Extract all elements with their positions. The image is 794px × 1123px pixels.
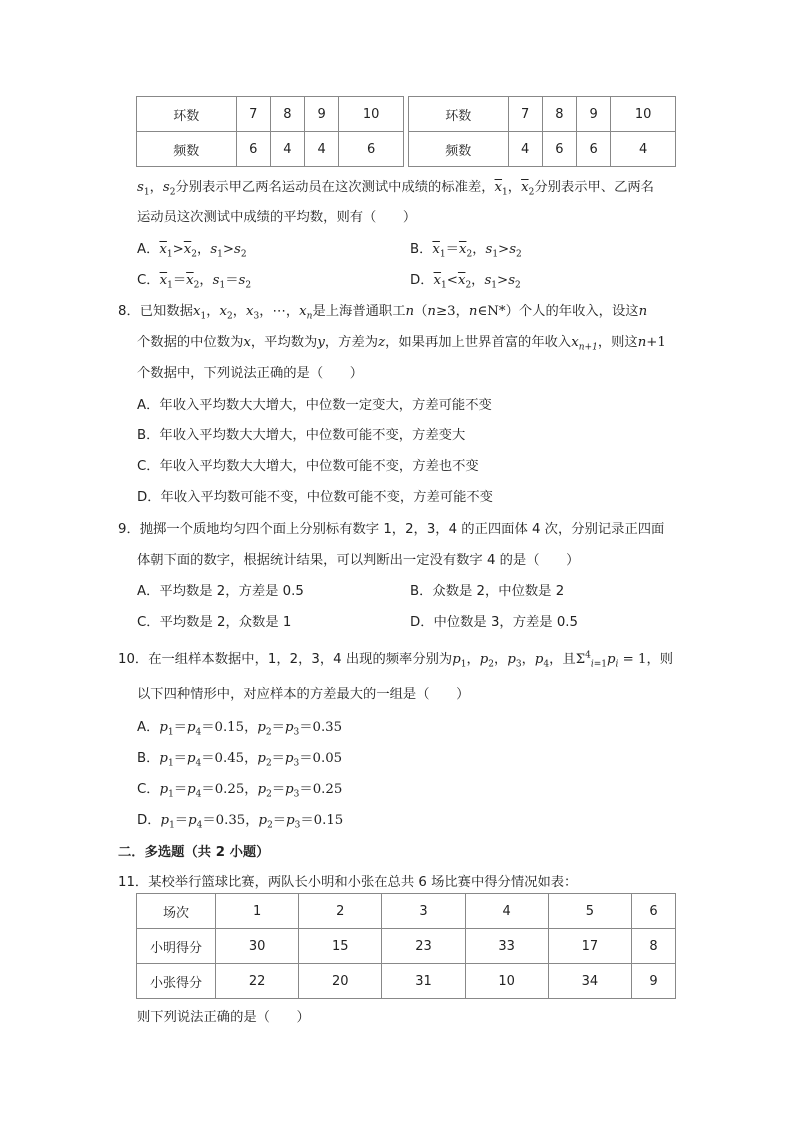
table-row	[137, 964, 676, 999]
table-cell: 频数	[137, 132, 237, 167]
table-cell: 6	[631, 894, 675, 929]
table-cell: 31	[382, 964, 465, 999]
table-cell: 环数	[408, 97, 508, 132]
table-cell: 9	[631, 964, 675, 999]
table-cell: 23	[382, 929, 465, 964]
table-cell: 6	[577, 132, 611, 167]
table-cell: 7	[236, 97, 270, 132]
table-cell: 小明得分	[137, 929, 216, 964]
q10-option-b: B．$p_1=p_4=0.45$，$p_2=p_3=0.05$	[137, 751, 343, 769]
table-cell: 22	[216, 964, 299, 999]
table-cell: 环数	[137, 97, 237, 132]
q7-option-a: A．$\overline{x}_1>\overline{x}_2$，$s_1>s_2$	[137, 242, 247, 260]
q9-option-d: D．中位数是 3，方差是 0.5	[410, 615, 578, 630]
table-cell: 9	[305, 97, 339, 132]
q10-option-a: A．$p_1=p_4=0.15$，$p_2=p_3=0.35$	[137, 720, 343, 738]
table-cell: 6	[236, 132, 270, 167]
q7-option-d: D．$\overline{x}_1<\overline{x}_2$，$s_1>s_2$	[410, 273, 521, 291]
table-cell: 频数	[408, 132, 508, 167]
q8-line-3: 个数据中，下列说法正确的是（ ）	[137, 366, 364, 381]
q9-option-a: A．平均数是 2，方差是 0.5	[137, 584, 304, 599]
q8-option-d: D．年收入平均数可能不变，中位数可能不变，方差可能不变	[137, 490, 493, 505]
q10-option-d: D．$p_1=p_4=0.35$，$p_2=p_3=0.15$	[137, 813, 344, 831]
q8-line-2: 个数据的中位数为x，平均数为y，方差为z，如果再加上世界首富的年收入$x_{n+1}$，则这n+1	[137, 335, 666, 353]
table-cell: 3	[382, 894, 465, 929]
table-cell: 30	[216, 929, 299, 964]
score-table-1	[136, 96, 676, 167]
table-cell: 7	[508, 97, 542, 132]
q7-option-c: C．$\overline{x}_1=\overline{x}_2$，$s_1=s_2$	[137, 273, 252, 291]
table-cell: 场次	[137, 894, 216, 929]
q10-line-2: 以下四种情形中，对应样本的方差最大的一组是（ ）	[137, 687, 470, 702]
q7-line-2: 运动员这次测试中成绩的平均数，则有（ ）	[137, 210, 417, 225]
table-row	[137, 929, 676, 964]
table-cell: 6	[542, 132, 576, 167]
table-cell: 15	[299, 929, 382, 964]
table-cell: 小张得分	[137, 964, 216, 999]
table-cell: 8	[631, 929, 675, 964]
table-cell: 1	[216, 894, 299, 929]
q11-after: 则下列说法正确的是（ ）	[137, 1010, 310, 1025]
q9-line-2: 体朝下面的数字，根据统计结果，可以判断出一定没有数字 4 的是（ ）	[137, 553, 580, 568]
q8-line-1: 8．已知数据$x_1$，$x_2$，$x_3$，⋯，$x_n$是上海普通职工n（n≥3，n∈N*）个人的年收入，设这n	[118, 304, 648, 322]
table-cell: 5	[548, 894, 631, 929]
q8-option-a: A．年收入平均数大大增大，中位数一定变大，方差可能不变	[137, 398, 492, 413]
table-cell: 4	[508, 132, 542, 167]
table-cell: 4	[305, 132, 339, 167]
table-cell: 33	[465, 929, 548, 964]
table-cell: 6	[339, 132, 404, 167]
table-cell: 4	[611, 132, 676, 167]
q8-option-c: C．年收入平均数大大增大，中位数可能不变，方差也不变	[137, 459, 479, 474]
q9-option-c: C．平均数是 2，众数是 1	[137, 615, 292, 630]
table-cell: 34	[548, 964, 631, 999]
q10-option-c: C．$p_1=p_4=0.25$，$p_2=p_3=0.25$	[137, 782, 343, 800]
table-row	[137, 132, 676, 167]
q10-line-1: 10．在一组样本数据中，1，2，3，4 出现的频率分别为$p_1$，$p_2$，$p_3$，$p_4$，且$\Sigma^4_{i=1}p_i = 1$，则	[118, 650, 674, 670]
score-table-2	[136, 893, 676, 999]
table-cell: 4	[270, 132, 304, 167]
table-cell: 4	[465, 894, 548, 929]
q8-option-b: B．年收入平均数大大增大，中位数可能不变，方差变大	[137, 428, 466, 443]
table-cell: 10	[465, 964, 548, 999]
table-cell: 2	[299, 894, 382, 929]
q9-line-1: 9．抛掷一个质地均匀四个面上分别标有数字 1，2，3，4 的正四面体 4 次，分别记录正四面	[118, 522, 665, 537]
section-title: 二．多选题（共 2 小题）	[118, 845, 270, 860]
table-cell: 9	[577, 97, 611, 132]
table-cell: 8	[270, 97, 304, 132]
table-cell: 8	[542, 97, 576, 132]
table-cell: 10	[339, 97, 404, 132]
table-row	[137, 894, 676, 929]
q7-line-1: $s_1$，$s_2$分别表示甲乙两名运动员在这次测试中成绩的标准差，$\overline{x}_1$，$\overline{x}_2$分别表示甲、乙两名	[137, 180, 654, 198]
q11-line-1: 11．某校举行篮球比赛，两队长小明和小张在总共 6 场比赛中得分情况如表：	[118, 875, 578, 890]
q9-option-b: B．众数是 2，中位数是 2	[410, 584, 565, 599]
q7-option-b: B．$\overline{x}_1=\overline{x}_2$，$s_1>s_2$	[410, 242, 522, 260]
table-cell: 10	[611, 97, 676, 132]
table-row	[137, 97, 676, 132]
table-cell: 17	[548, 929, 631, 964]
table-cell: 20	[299, 964, 382, 999]
